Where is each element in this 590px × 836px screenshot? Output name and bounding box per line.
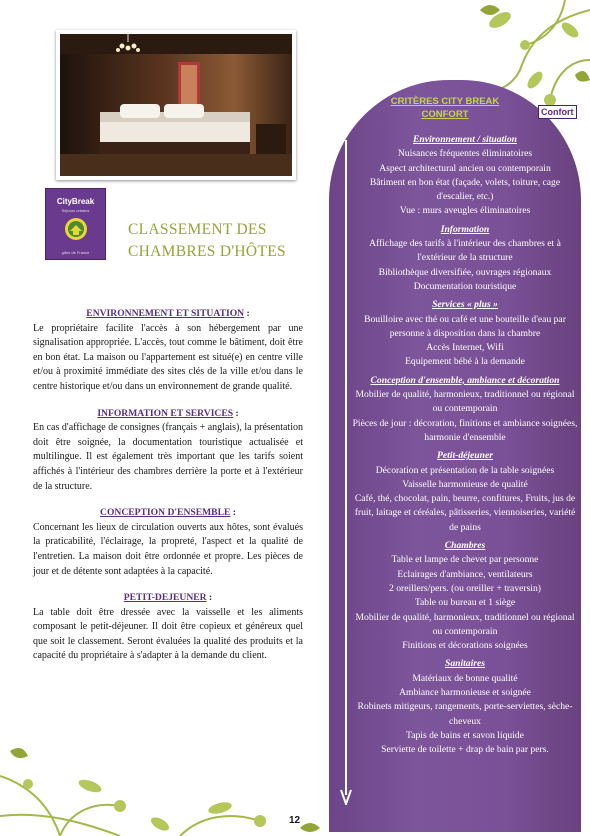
criteria-item: Mobilier de qualité, harmonieux, traditionnel ou régional ou contemporain: [355, 611, 575, 637]
criteria-item: Vue : murs aveugles éliminatoires: [399, 205, 531, 217]
criteria-section-heading: Petit-déjeuner: [437, 450, 493, 462]
criteria-section: [350, 657, 580, 757]
criteria-section-heading: Information: [440, 223, 490, 235]
criteria-item: 2 oreillers/pers. (ou oreiller + traversin): [389, 582, 541, 594]
citybreak-logo: [45, 188, 106, 260]
criteria-item: Accès Internet, Wifi: [426, 342, 504, 354]
criteria-item: Tapis de bains et savon liquide: [406, 729, 524, 741]
page-title-line1: CLASSEMENT DES: [128, 221, 267, 238]
criteria-item: Café, thé, chocolat, pain, beurre, confitures, Fruits, jus de fruit, laitage et céréales, pâtisseries, viennoiseries, variété de pains: [354, 493, 576, 533]
section-body: Le propriétaire facilite l'accès à son hébergement par une signalisation appropriée. L'accès, tout comme le bâtiment, doit être en bon état. La maison ou l'appartement est situé(e) en centre ville et/ou à proximité immédiate des sites clés de la ville et/ou dans le centre historique et/ou dans un environnement de grande qualité.: [33, 322, 303, 392]
page-number: 12: [289, 815, 301, 826]
section-body: Concernant les lieux de circulation ouverts aux hôtes, sont évalués la praticabilité, l'éclairage, la propreté, l'aspect et la qualité de l'entretien. La maison doit être ordonnée et propre. Les pièces de jour et de détente sont adaptées à la capacité.: [33, 521, 303, 577]
section-environment: [33, 307, 303, 395]
section-heading: CONCEPTION D'ENSEMBLE :: [100, 507, 236, 519]
criteria-section-heading: Sanitaires: [445, 658, 485, 670]
criteria-section: [350, 223, 580, 294]
criteria-section: [350, 133, 580, 219]
criteria-section-heading: Environnement / situation: [413, 134, 517, 145]
logo-tagline: Séjours urbains: [61, 208, 90, 213]
section-heading: ENVIRONNEMENT ET SITUATION :: [86, 308, 250, 319]
criteria-section: [350, 298, 580, 369]
criteria-item: Matériaux de bonne qualité: [412, 672, 518, 684]
page-title: [128, 219, 328, 263]
criteria-section-heading: Services « plus »: [432, 299, 498, 311]
floral-ornament-bottom: [0, 716, 330, 836]
criteria-item: Documentation touristique: [413, 280, 517, 292]
criteria-list: [350, 133, 580, 761]
criteria-item: Eclairages d'ambiance, ventilateurs: [397, 568, 533, 580]
criteria-section: [350, 449, 580, 535]
section-breakfast: [33, 591, 303, 664]
gites-emblem-icon: [64, 217, 88, 241]
criteria-item: Décoration et présentation de la table soignées: [375, 464, 555, 476]
criteria-item: Pièces de jour : décoration, finitions et ambiance soignées, harmonie d'ensemble: [352, 417, 578, 443]
criteria-section-heading: Chambres: [444, 540, 486, 552]
section-heading: INFORMATION ET SERVICES :: [97, 407, 239, 419]
criteria-item: Ambiance harmonieuse et soignée: [399, 686, 531, 698]
criteria-item: Bouilloire avec thé ou café et une bouteille d'eau par personne à disposition dans la chambre: [364, 313, 566, 339]
section-information: [33, 407, 303, 495]
criteria-section: [350, 539, 580, 653]
section-body: En cas d'affichage de consignes (français + anglais), la présentation doit être soignée, la documentation touristique actualisée et multilingue. Il est également très important que les tarifs soient affichés à l'intérieur des chambres derrière la porte et à l'extérieur de la structure.: [33, 422, 303, 492]
bedroom-image: [60, 34, 292, 176]
criteria-item: Nuisances fréquentes éliminatoires: [397, 148, 533, 160]
left-column: [33, 307, 303, 676]
criteria-item: Vaisselle harmonieuse de qualité: [402, 478, 528, 490]
logo-name: CityBreak: [56, 197, 95, 206]
page-title-line2: CHAMBRES D'HÔTES: [128, 243, 286, 260]
criteria-item: Table et lampe de chevet par personne: [391, 554, 539, 566]
section-conception: [33, 506, 303, 579]
criteria-item: Robinets mitigeurs, rangements, porte-serviettes, sèche-cheveux: [357, 701, 573, 727]
criteria-item: Mobilier de qualité, harmonieux, traditionnel ou régional ou contemporain: [355, 389, 575, 415]
criteria-item: Table ou bureau et 1 siège: [414, 597, 516, 609]
criteria-item: Serviette de toilette + drap de bain par pers.: [381, 744, 549, 756]
bedroom-photo: [56, 30, 296, 180]
criteria-item: Affichage des tarifs à l'intérieur des chambres et à l'extérieur de la structure: [369, 238, 561, 264]
criteria-section-heading: Conception d'ensemble, ambiance et décoration: [370, 374, 560, 386]
section-body: La table doit être dressée avec la vaisselle et les aliments composant le petit-déjeuner. Il doit être copieux et généreux quel que soit le classement. Seront évaluées la qualité des produits et la capacité du propriétaire à s'adapter à la demande du client.: [33, 606, 303, 662]
logo-footer: gîtes de France: [61, 250, 90, 255]
criteria-item: Equipement bébé à la demande: [405, 356, 525, 368]
criteria-item: Finitions et décorations soignées: [402, 640, 528, 652]
criteria-heading: CRITÈRES CITY BREAK CONFORT: [390, 96, 500, 120]
criteria-item: Bibliothèque diversifiée, ouvrages régionaux: [378, 266, 552, 278]
criteria-section: [350, 374, 580, 445]
confort-badge: Confort: [538, 105, 577, 119]
criteria-item: Aspect architectural ancien ou contemporain: [379, 162, 551, 174]
section-heading: PETIT-DEJEUNER :: [123, 592, 213, 604]
criteria-item: Bâtiment en bon état (façade, volets, toiture, cage d'escalier, etc.): [369, 176, 561, 203]
